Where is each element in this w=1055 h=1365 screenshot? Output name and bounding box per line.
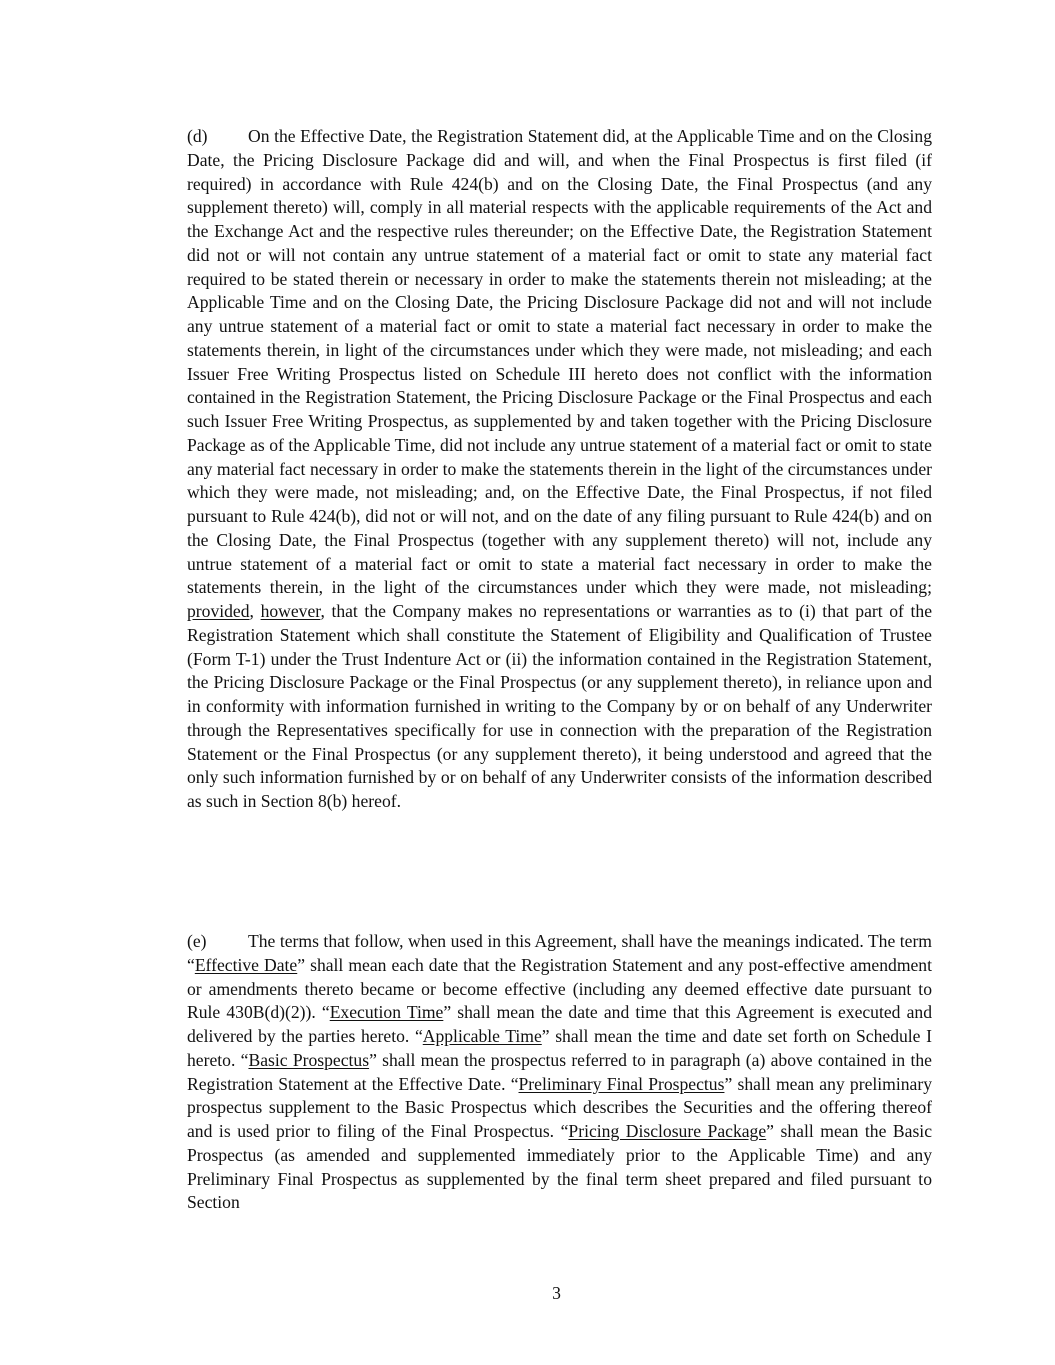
paragraph-d	[187, 125, 932, 814]
defined-term-basic-prospectus: Basic Prospectus	[248, 1049, 370, 1070]
paragraph-e-text-3: ” shall mean the date and time that this Agreement is executed and delivered by the parties hereto. “	[187, 1002, 932, 1046]
page-number: 3	[552, 1283, 561, 1303]
paragraph-d-separator: ,	[249, 601, 261, 621]
paragraph-e-text-1: The terms that follow, when used in this Agreement, shall have the meanings indicated. The term “	[187, 931, 932, 975]
paragraph-e-text-2: ” shall mean each date that the Registration Statement and any post-effective amendment or amendments thereto became or become effective (including any deemed effective date pursuant to Rule 430B(d)(2)). “	[187, 954, 932, 1023]
defined-term-execution-time: Execution Time	[329, 1002, 444, 1023]
defined-term-preliminary-final-prospectus: Preliminary Final Prospectus	[518, 1073, 725, 1094]
paragraph-e-text-4: ” shall mean the time and date set forth on Schedule I hereto. “	[187, 1026, 932, 1070]
paragraph-e-text-5: ” shall mean the prospectus referred to in paragraph (a) above contained in the Registration Statement at the Effective Date. “	[187, 1049, 932, 1094]
paragraph-e	[187, 930, 932, 1215]
defined-term-applicable-time: Applicable Time	[422, 1026, 542, 1046]
paragraph-e-text-6: ” shall mean any preliminary prospectus supplement to the Basic Prospectus which describes the Securities and the offering thereof and is used prior to filing of the Final Prospectus. “	[187, 1073, 932, 1141]
defined-term-pricing-disclosure-package: Pricing Disclosure Package	[568, 1121, 767, 1141]
paragraph-e-label: (e)	[187, 931, 207, 951]
paragraph-e-text-7: ” shall mean the Basic Prospectus (as amended and supplemented immediately prior to the Applicable Time) and any Preliminary Final Prospectus as supplemented by the final term sheet prepared and filed pursuant to Section	[187, 1121, 932, 1213]
provided-term: provided	[187, 601, 250, 621]
paragraph-d-text-1: On the Effective Date, the Registration Statement did, at the Applicable Time and on the Closing Date, the Pricing Disclosure Package did and will, and when the Final Prospectus is first filed (if required) in accordance with Rule 424(b) and on the Closing Date, the Final Prospectus (and any supplement thereto) will, comply in all material respects with the applicable requirements of the Act and the Exchange Act and the respective rules thereunder; on the Effective Date, the Registration Statement did not or will not contain any untrue statement of a material fact or omit to state any material fact required to be stated therein or necessary in order to make the statements therein not misleading; at the Applicable Time and on the Closing Date, the Pricing Disclosure Package did not and will not include any untrue statement of a material fact or omit to state a material fact necessary in order to make the statements therein, in light of the circumstances under which they were made, not misleading; and each Issuer Free Writing Prospectus listed on Schedule III hereto does not conflict with the information contained in the Registration Statement, the Pricing Disclosure Package or the Final Prospectus and each such Issuer Free Writing Prospectus, as supplemented by and taken together with the Pricing Disclosure Package as of the Applicable Time, did not include any untrue statement of a material fact or omit to state any material fact necessary in order to make the statements therein in the light of the circumstances under which they were made, not misleading; and, on the Effective Date, the Final Prospectus, if not filed pursuant to Rule 424(b), did not or will not, and on the date of any filing pursuant to Rule 424(b) and on the Closing Date, the Final Prospectus (together with any supplement thereto) will not, include any untrue statement of a material fact or omit to state a material fact necessary in order to make the statements therein, in the light of the circumstances under which they were made, not misleading;	[187, 126, 932, 598]
paragraph-d-label: (d)	[187, 126, 208, 146]
however-term: however	[260, 601, 321, 621]
paragraph-d-text-2: , that the Company makes no representations or warranties as to (i) that part of the Registration Statement which shall constitute the Statement of Eligibility and Qualification of Trustee (Form T-1) under the Trust Indenture Act or (ii) the information contained in the Registration Statement, the Pricing Disclosure Package or the Final Prospectus (or any supplement thereto), in reliance upon and in conformity with information furnished in writing to the Company by or on behalf of any Underwriter through the Representatives specifically for use in connection with the preparation of the Registration Statement or the Final Prospectus (or any supplement thereto), it being understood and agreed that the only such information furnished by or on behalf of any Underwriter consists of the information described as such in Section 8(b) hereof.	[187, 601, 933, 811]
defined-term-effective-date: Effective Date	[194, 954, 298, 975]
